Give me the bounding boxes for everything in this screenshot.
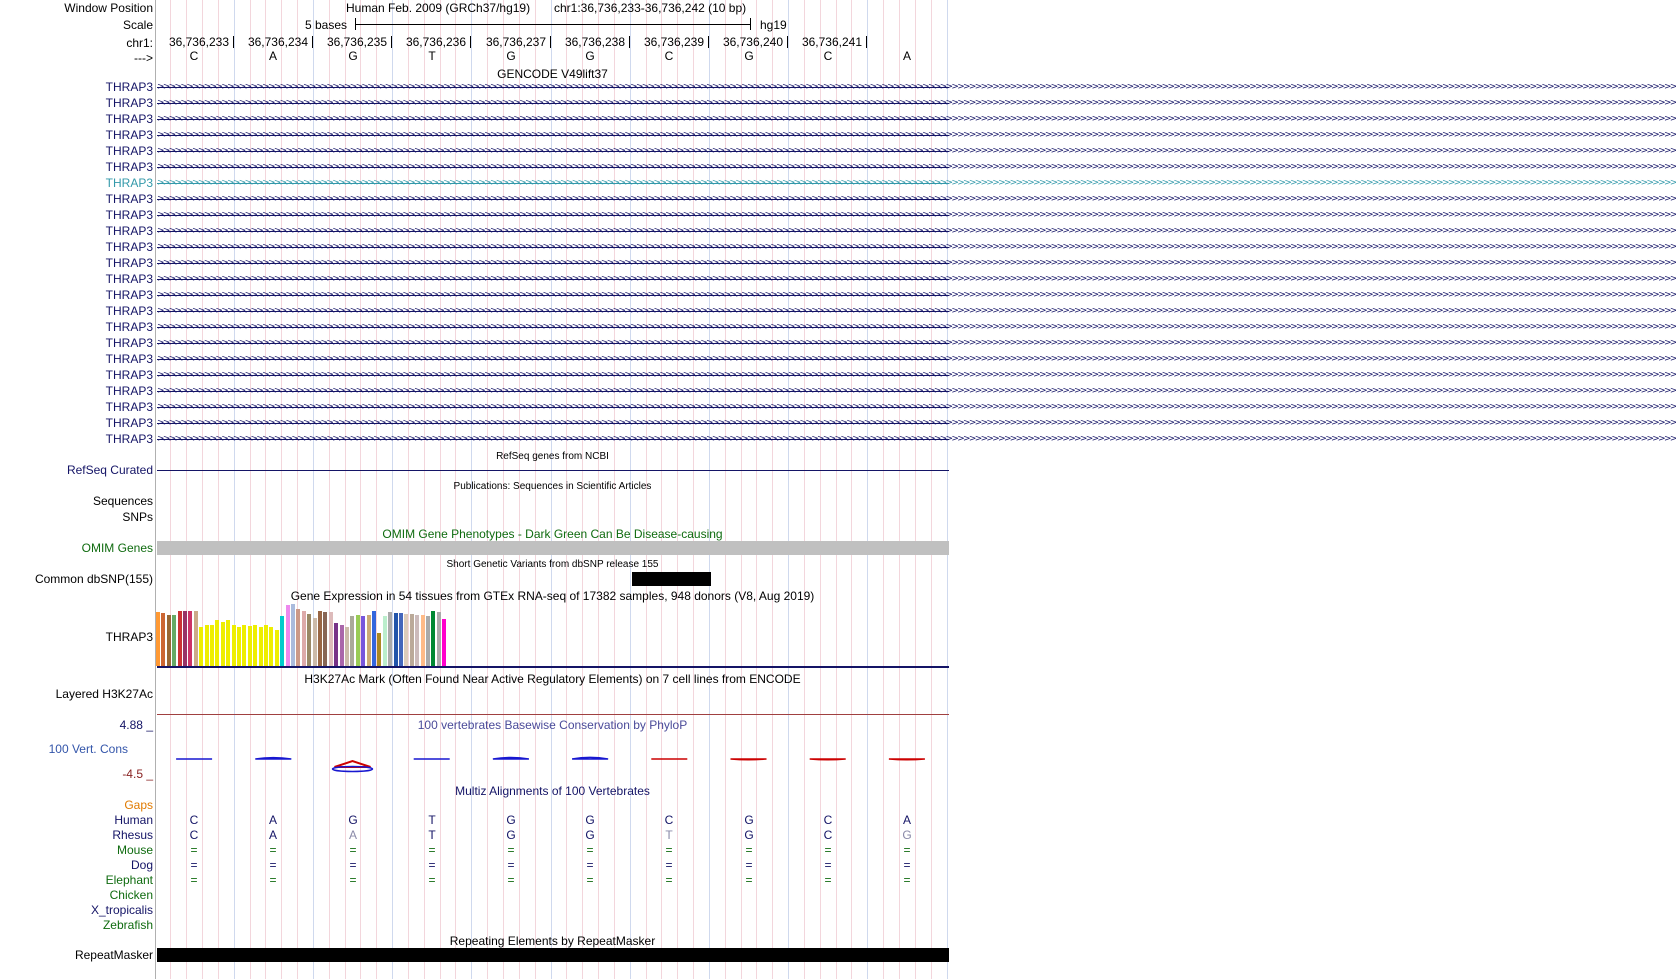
gtex-tissue-bar[interactable]: [367, 615, 371, 666]
gencode-transcript-label[interactable]: THRAP3: [105, 432, 153, 446]
gtex-tissue-bar[interactable]: [253, 625, 257, 666]
db-label: hg19: [760, 18, 787, 32]
gtex-tissue-bar[interactable]: [194, 611, 198, 666]
gtex-tissue-bar[interactable]: [205, 625, 209, 666]
multiz-aligned-base: A: [268, 813, 277, 827]
gencode-strand-arrows: >>>>>>>>>>>>>>>>>>>>>>>>>>>>>>>>>>>>>>>>>>>>>>>>>>>>>>>>>>>>>>>>>>>>>>>>>>>>>>>>>>>>>>>>>>>>>>>>>>>>>>>>>>>>>>>>>>>>>>>>>>>>>>>>>>>>>>>>>>>>>>>>>>>>>>>>>>>>>>>>>>>>>>>>>>>>>>>>>>>>>>>>>>>>>>>>>>>>>>>>>>>>>>>>>>>>>>>>>>>>>>>>>>>>>>>>>>>>>>>>>>>>>>>>>>>>>>>>>>>>: [157, 82, 1676, 92]
dbsnp-variant[interactable]: [632, 572, 711, 586]
omim-track-title: OMIM Gene Phenotypes - Dark Green Can Be Disease-causing: [382, 527, 723, 541]
gencode-strand-arrows: >>>>>>>>>>>>>>>>>>>>>>>>>>>>>>>>>>>>>>>>>>>>>>>>>>>>>>>>>>>>>>>>>>>>>>>>>>>>>>>>>>>>>>>>>>>>>>>>>>>>>>>>>>>>>>>>>>>>>>>>>>>>>>>>>>>>>>>>>>>>>>>>>>>>>>>>>>>>>>>>>>>>>>>>>>>>>>>>>>>>>>>>>>>>>>>>>>>>>>>>>>>>>>>>>>>>>>>>>>>>>>>>>>>>>>>>>>>>>>>>>>>>>>>>>>>>>>>>>>>>: [157, 98, 1676, 108]
gencode-strand-arrows: >>>>>>>>>>>>>>>>>>>>>>>>>>>>>>>>>>>>>>>>>>>>>>>>>>>>>>>>>>>>>>>>>>>>>>>>>>>>>>>>>>>>>>>>>>>>>>>>>>>>>>>>>>>>>>>>>>>>>>>>>>>>>>>>>>>>>>>>>>>>>>>>>>>>>>>>>>>>>>>>>>>>>>>>>>>>>>>>>>>>>>>>>>>>>>>>>>>>>>>>>>>>>>>>>>>>>>>>>>>>>>>>>>>>>>>>>>>>>>>>>>>>>>>>>>>>>>>>>>>>: [157, 194, 1676, 204]
gtex-tissue-bar[interactable]: [437, 612, 441, 666]
ruler-coordinate-label: 36,736,239: [643, 35, 704, 49]
multiz-aligned-base: =: [824, 843, 832, 857]
refseq-label[interactable]: RefSeq Curated: [66, 463, 153, 477]
gencode-transcript-label[interactable]: THRAP3: [105, 368, 153, 382]
ruler-base: G: [348, 49, 358, 63]
gencode-strand-arrows: >>>>>>>>>>>>>>>>>>>>>>>>>>>>>>>>>>>>>>>>>>>>>>>>>>>>>>>>>>>>>>>>>>>>>>>>>>>>>>>>>>>>>>>>>>>>>>>>>>>>>>>>>>>>>>>>>>>>>>>>>>>>>>>>>>>>>>>>>>>>>>>>>>>>>>>>>>>>>>>>>>>>>>>>>>>>>>>>>>>>>>>>>>>>>>>>>>>>>>>>>>>>>>>>>>>>>>>>>>>>>>>>>>>>>>>>>>>>>>>>>>>>>>>>>>>>>>>>>>>>: [157, 306, 1676, 316]
scale-bar-right-tick: [750, 18, 751, 30]
gtex-tissue-bar[interactable]: [259, 627, 263, 666]
gencode-transcript-label[interactable]: THRAP3: [105, 384, 153, 398]
multiz-aligned-base: A: [348, 828, 357, 842]
multiz-aligned-base: =: [428, 843, 436, 857]
multiz-species-label[interactable]: Dog: [130, 858, 153, 872]
multiz-aligned-base: =: [190, 858, 198, 872]
gencode-track-title: GENCODE V49lift37: [497, 67, 608, 81]
multiz-aligned-base: C: [189, 813, 199, 827]
multiz-species-label[interactable]: Rhesus: [112, 828, 153, 842]
phylop-wiggle[interactable]: [155, 745, 950, 775]
gtex-tissue-bar[interactable]: [248, 626, 252, 666]
position-text: chr1:36,736,233-36,736,242 (10 bp): [554, 1, 747, 15]
gtex-tissue-bar[interactable]: [280, 616, 284, 666]
gencode-transcript-label[interactable]: THRAP3: [105, 112, 153, 126]
gencode-transcript-label[interactable]: THRAP3: [105, 288, 153, 302]
multiz-aligned-base: =: [507, 843, 515, 857]
gtex-tissue-bar[interactable]: [172, 615, 176, 666]
gtex-gene-line: [157, 666, 949, 668]
gencode-transcript-label[interactable]: THRAP3: [105, 128, 153, 142]
phylop-score-mark[interactable]: [810, 759, 846, 760]
gtex-tissue-bar[interactable]: [350, 616, 354, 666]
gencode-transcript-label[interactable]: THRAP3: [105, 80, 153, 94]
refseq-gene-line[interactable]: [157, 470, 949, 471]
gtex-tissue-bar[interactable]: [356, 615, 360, 666]
gtex-tissue-bar[interactable]: [221, 622, 225, 666]
gtex-tissue-bar[interactable]: [226, 620, 230, 666]
ruler-coordinate-label: 36,736,241: [801, 35, 862, 49]
gencode-transcript-label[interactable]: THRAP3: [105, 208, 153, 222]
gencode-transcript-label[interactable]: THRAP3: [105, 144, 153, 158]
gtex-tissue-bar[interactable]: [410, 614, 414, 666]
multiz-aligned-base: C: [664, 813, 674, 827]
gtex-tissue-bar[interactable]: [318, 611, 322, 666]
multiz-aligned-base: =: [665, 858, 673, 872]
dbsnp-track-title: Short Genetic Variants from dbSNP release 155: [446, 559, 659, 570]
multiz-aligned-base: =: [269, 873, 277, 887]
multiz-aligned-base: =: [190, 873, 198, 887]
phylop-track-title: 100 vertebrates Basewise Conservation by PhyloP: [417, 718, 688, 732]
sequences-label[interactable]: Sequences: [92, 494, 153, 508]
gencode-transcript-label[interactable]: THRAP3: [105, 320, 153, 334]
gencode-transcript-label[interactable]: THRAP3: [105, 176, 153, 190]
gtex-tissue-bar[interactable]: [286, 605, 290, 666]
gtex-tissue-bar[interactable]: [334, 623, 338, 666]
gtex-tissue-bar[interactable]: [388, 612, 392, 666]
multiz-species-label[interactable]: Zebrafish: [102, 918, 153, 932]
gencode-transcript-label[interactable]: THRAP3: [105, 352, 153, 366]
multiz-aligned-base: =: [586, 843, 594, 857]
gencode-strand-arrows: >>>>>>>>>>>>>>>>>>>>>>>>>>>>>>>>>>>>>>>>>>>>>>>>>>>>>>>>>>>>>>>>>>>>>>>>>>>>>>>>>>>>>>>>>>>>>>>>>>>>>>>>>>>>>>>>>>>>>>>>>>>>>>>>>>>>>>>>>>>>>>>>>>>>>>>>>>>>>>>>>>>>>>>>>>>>>>>>>>>>>>>>>>>>>>>>>>>>>>>>>>>>>>>>>>>>>>>>>>>>>>>>>>>>>>>>>>>>>>>>>>>>>>>>>>>>>>>>>>>>: [157, 338, 1676, 348]
multiz-aligned-base: T: [665, 828, 673, 842]
multiz-aligned-base: T: [428, 813, 436, 827]
gtex-tissue-bar[interactable]: [399, 613, 403, 666]
multiz-aligned-base: =: [269, 843, 277, 857]
scale-bar: [355, 24, 751, 25]
phylop-score-mark[interactable]: [493, 757, 529, 759]
multiz-aligned-base: =: [745, 858, 753, 872]
gtex-tissue-bar[interactable]: [210, 625, 214, 666]
gencode-strand-arrows: >>>>>>>>>>>>>>>>>>>>>>>>>>>>>>>>>>>>>>>>>>>>>>>>>>>>>>>>>>>>>>>>>>>>>>>>>>>>>>>>>>>>>>>>>>>>>>>>>>>>>>>>>>>>>>>>>>>>>>>>>>>>>>>>>>>>>>>>>>>>>>>>>>>>>>>>>>>>>>>>>>>>>>>>>>>>>>>>>>>>>>>>>>>>>>>>>>>>>>>>>>>>>>>>>>>>>>>>>>>>>>>>>>>>>>>>>>>>>>>>>>>>>>>>>>>>>>>>>>>>: [157, 274, 1676, 284]
ruler-coordinate-label: 36,736,240: [722, 35, 783, 49]
multiz-aligned-base: =: [269, 858, 277, 872]
gtex-tissue-bar[interactable]: [264, 625, 268, 666]
gtex-tissue-bar[interactable]: [199, 627, 203, 666]
ruler-base: C: [664, 49, 674, 63]
gtex-tissue-bar[interactable]: [431, 611, 435, 666]
scale-text: 5 bases: [305, 18, 348, 32]
gencode-transcript-label[interactable]: THRAP3: [105, 192, 153, 206]
ruler-base: C: [823, 49, 833, 63]
gtex-tissue-bar[interactable]: [302, 611, 306, 666]
phylop-score-mark[interactable]: [255, 758, 291, 759]
multiz-species-label[interactable]: Mouse: [116, 843, 153, 857]
gencode-strand-arrows: >>>>>>>>>>>>>>>>>>>>>>>>>>>>>>>>>>>>>>>>>>>>>>>>>>>>>>>>>>>>>>>>>>>>>>>>>>>>>>>>>>>>>>>>>>>>>>>>>>>>>>>>>>>>>>>>>>>>>>>>>>>>>>>>>>>>>>>>>>>>>>>>>>>>>>>>>>>>>>>>>>>>>>>>>>>>>>>>>>>>>>>>>>>>>>>>>>>>>>>>>>>>>>>>>>>>>>>>>>>>>>>>>>>>>>>>>>>>>>>>>>>>>>>>>>>>>>>>>>>>: [157, 210, 1676, 220]
phylop-score-mark[interactable]: [889, 759, 925, 760]
multiz-track-title: Multiz Alignments of 100 Vertebrates: [455, 784, 650, 798]
gtex-tissue-bar[interactable]: [291, 604, 295, 666]
gtex-tissue-bar[interactable]: [156, 612, 160, 666]
gtex-tissue-bar[interactable]: [394, 613, 398, 666]
gencode-strand-arrows: >>>>>>>>>>>>>>>>>>>>>>>>>>>>>>>>>>>>>>>>>>>>>>>>>>>>>>>>>>>>>>>>>>>>>>>>>>>>>>>>>>>>>>>>>>>>>>>>>>>>>>>>>>>>>>>>>>>>>>>>>>>>>>>>>>>>>>>>>>>>>>>>>>>>>>>>>>>>>>>>>>>>>>>>>>>>>>>>>>>>>>>>>>>>>>>>>>>>>>>>>>>>>>>>>>>>>>>>>>>>>>>>>>>>>>>>>>>>>>>>>>>>>>>>>>>>>>>>>>>>: [157, 226, 1676, 236]
multiz-aligned-base: G: [585, 813, 595, 827]
gtex-tissue-bar[interactable]: [275, 630, 279, 666]
strand-label: --->: [134, 51, 153, 65]
refseq-track-title: RefSeq genes from NCBI: [496, 451, 609, 462]
gtex-tissue-bar[interactable]: [329, 612, 333, 666]
h3k27ac-baseline: [157, 714, 949, 715]
gencode-transcript-label[interactable]: THRAP3: [105, 240, 153, 254]
gtex-tissue-bar[interactable]: [178, 611, 182, 666]
multiz-aligned-base: C: [823, 813, 833, 827]
gencode-transcript-label[interactable]: THRAP3: [105, 272, 153, 286]
ruler-coordinate-label: 36,736,238: [564, 35, 625, 49]
multiz-aligned-base: T: [428, 828, 436, 842]
multiz-aligned-base: =: [349, 843, 357, 857]
gtex-tissue-bar[interactable]: [188, 611, 192, 666]
gtex-tissue-bar[interactable]: [296, 609, 300, 666]
gtex-tissue-bar[interactable]: [404, 614, 408, 666]
multiz-aligned-base: =: [507, 873, 515, 887]
gtex-tissue-bar[interactable]: [377, 633, 381, 666]
ruler-base: C: [189, 49, 199, 63]
gencode-transcript-label[interactable]: THRAP3: [105, 304, 153, 318]
multiz-aligned-base: =: [824, 858, 832, 872]
gtex-tissue-bar[interactable]: [383, 616, 387, 666]
multiz-aligned-base: =: [428, 858, 436, 872]
ruler-base: G: [506, 49, 516, 63]
publications-track-title: Publications: Sequences in Scientific Articles: [453, 481, 652, 492]
assembly-text: Human Feb. 2009 (GRCh37/hg19): [346, 1, 531, 15]
multiz-aligned-base: =: [824, 873, 832, 887]
gencode-strand-arrows: >>>>>>>>>>>>>>>>>>>>>>>>>>>>>>>>>>>>>>>>>>>>>>>>>>>>>>>>>>>>>>>>>>>>>>>>>>>>>>>>>>>>>>>>>>>>>>>>>>>>>>>>>>>>>>>>>>>>>>>>>>>>>>>>>>>>>>>>>>>>>>>>>>>>>>>>>>>>>>>>>>>>>>>>>>>>>>>>>>>>>>>>>>>>>>>>>>>>>>>>>>>>>>>>>>>>>>>>>>>>>>>>>>>>>>>>>>>>>>>>>>>>>>>>>>>>>>>>>>>>: [157, 258, 1676, 268]
phylop-score-mark[interactable]: [731, 759, 767, 760]
ruler-coordinate-label: 36,736,233: [168, 35, 229, 49]
multiz-aligned-base: G: [506, 828, 516, 842]
multiz-aligned-base: C: [823, 828, 833, 842]
multiz-aligned-base: =: [428, 873, 436, 887]
gtex-tissue-bar[interactable]: [307, 614, 311, 666]
snps-label[interactable]: SNPs: [122, 510, 153, 524]
multiz-species-label[interactable]: Human: [114, 813, 153, 827]
phylop-score-mark[interactable]: [333, 767, 373, 772]
gencode-strand-arrows: >>>>>>>>>>>>>>>>>>>>>>>>>>>>>>>>>>>>>>>>>>>>>>>>>>>>>>>>>>>>>>>>>>>>>>>>>>>>>>>>>>>>>>>>>>>>>>>>>>>>>>>>>>>>>>>>>>>>>>>>>>>>>>>>>>>>>>>>>>>>>>>>>>>>>>>>>>>>>>>>>>>>>>>>>>>>>>>>>>>>>>>>>>>>>>>>>>>>>>>>>>>>>>>>>>>>>>>>>>>>>>>>>>>>>>>>>>>>>>>>>>>>>>>>>>>>>>>>>>>>: [157, 242, 1676, 252]
ruler-coordinate-label: 36,736,236: [405, 35, 466, 49]
gencode-transcript-label[interactable]: THRAP3: [105, 400, 153, 414]
multiz-species-label[interactable]: Elephant: [105, 873, 153, 887]
gtex-tissue-bar[interactable]: [323, 612, 327, 666]
gencode-strand-arrows: >>>>>>>>>>>>>>>>>>>>>>>>>>>>>>>>>>>>>>>>>>>>>>>>>>>>>>>>>>>>>>>>>>>>>>>>>>>>>>>>>>>>>>>>>>>>>>>>>>>>>>>>>>>>>>>>>>>>>>>>>>>>>>>>>>>>>>>>>>>>>>>>>>>>>>>>>>>>>>>>>>>>>>>>>>>>>>>>>>>>>>>>>>>>>>>>>>>>>>>>>>>>>>>>>>>>>>>>>>>>>>>>>>>>>>>>>>>>>>>>>>>>>>>>>>>>>>>>>>>>: [157, 386, 1676, 396]
gtex-tissue-bar[interactable]: [421, 615, 425, 666]
multiz-aligned-base: G: [506, 813, 516, 827]
gtex-tissue-bar[interactable]: [242, 625, 246, 666]
multiz-aligned-base: G: [348, 813, 358, 827]
h3k27ac-track-title: H3K27Ac Mark (Often Found Near Active Regulatory Elements) on 7 cell lines from ENCODE: [304, 672, 801, 686]
phylop-max-value: 4.88 _: [119, 718, 153, 732]
gencode-transcript-label[interactable]: THRAP3: [105, 256, 153, 270]
gaps-label: Gaps: [124, 798, 153, 812]
ruler-base: G: [585, 49, 595, 63]
gtex-tissue-bar[interactable]: [361, 616, 365, 666]
gtex-tissue-bar[interactable]: [232, 625, 236, 666]
h3k27ac-label[interactable]: Layered H3K27Ac: [55, 687, 153, 701]
omim-feature-bar[interactable]: [157, 541, 949, 555]
gencode-strand-arrows: >>>>>>>>>>>>>>>>>>>>>>>>>>>>>>>>>>>>>>>>>>>>>>>>>>>>>>>>>>>>>>>>>>>>>>>>>>>>>>>>>>>>>>>>>>>>>>>>>>>>>>>>>>>>>>>>>>>>>>>>>>>>>>>>>>>>>>>>>>>>>>>>>>>>>>>>>>>>>>>>>>>>>>>>>>>>>>>>>>>>>>>>>>>>>>>>>>>>>>>>>>>>>>>>>>>>>>>>>>>>>>>>>>>>>>>>>>>>>>>>>>>>>>>>>>>>>>>>>>>>: [157, 178, 1676, 188]
multiz-aligned-base: =: [665, 843, 673, 857]
multiz-aligned-base: G: [744, 813, 754, 827]
gtex-tissue-bar[interactable]: [415, 615, 419, 666]
gencode-strand-arrows: >>>>>>>>>>>>>>>>>>>>>>>>>>>>>>>>>>>>>>>>>>>>>>>>>>>>>>>>>>>>>>>>>>>>>>>>>>>>>>>>>>>>>>>>>>>>>>>>>>>>>>>>>>>>>>>>>>>>>>>>>>>>>>>>>>>>>>>>>>>>>>>>>>>>>>>>>>>>>>>>>>>>>>>>>>>>>>>>>>>>>>>>>>>>>>>>>>>>>>>>>>>>>>>>>>>>>>>>>>>>>>>>>>>>>>>>>>>>>>>>>>>>>>>>>>>>>>>>>>>>: [157, 290, 1676, 300]
gencode-transcript-label[interactable]: THRAP3: [105, 336, 153, 350]
gencode-transcript-label[interactable]: THRAP3: [105, 96, 153, 110]
ruler-base: A: [268, 49, 277, 63]
repeatmasker-feature-bar[interactable]: [157, 948, 949, 962]
phylop-min-value: -4.5 _: [122, 767, 153, 781]
gencode-strand-arrows: >>>>>>>>>>>>>>>>>>>>>>>>>>>>>>>>>>>>>>>>>>>>>>>>>>>>>>>>>>>>>>>>>>>>>>>>>>>>>>>>>>>>>>>>>>>>>>>>>>>>>>>>>>>>>>>>>>>>>>>>>>>>>>>>>>>>>>>>>>>>>>>>>>>>>>>>>>>>>>>>>>>>>>>>>>>>>>>>>>>>>>>>>>>>>>>>>>>>>>>>>>>>>>>>>>>>>>>>>>>>>>>>>>>>>>>>>>>>>>>>>>>>>>>>>>>>>>>>>>>>: [157, 162, 1676, 172]
dbsnp-label[interactable]: Common dbSNP(155): [34, 572, 153, 586]
multiz-aligned-base: =: [586, 873, 594, 887]
ruler-tick: [866, 36, 867, 48]
gencode-transcript-label[interactable]: THRAP3: [105, 160, 153, 174]
multiz-aligned-base: =: [349, 858, 357, 872]
multiz-aligned-base: =: [507, 858, 515, 872]
multiz-aligned-base: =: [745, 873, 753, 887]
ruler-coordinate-label: 36,736,234: [247, 35, 308, 49]
repeatmasker-label[interactable]: RepeatMasker: [74, 948, 153, 962]
gtex-tissue-bar[interactable]: [442, 619, 446, 666]
multiz-aligned-base: =: [903, 873, 911, 887]
window-position-label: Window Position: [64, 1, 153, 15]
multiz-aligned-base: =: [745, 843, 753, 857]
scale-label: Scale: [122, 18, 153, 32]
gencode-strand-arrows: >>>>>>>>>>>>>>>>>>>>>>>>>>>>>>>>>>>>>>>>>>>>>>>>>>>>>>>>>>>>>>>>>>>>>>>>>>>>>>>>>>>>>>>>>>>>>>>>>>>>>>>>>>>>>>>>>>>>>>>>>>>>>>>>>>>>>>>>>>>>>>>>>>>>>>>>>>>>>>>>>>>>>>>>>>>>>>>>>>>>>>>>>>>>>>>>>>>>>>>>>>>>>>>>>>>>>>>>>>>>>>>>>>>>>>>>>>>>>>>>>>>>>>>>>>>>>>>>>>>>: [157, 370, 1676, 380]
gtex-tissue-bar[interactable]: [345, 627, 349, 666]
gtex-tissue-bar[interactable]: [313, 618, 317, 666]
gencode-strand-arrows: >>>>>>>>>>>>>>>>>>>>>>>>>>>>>>>>>>>>>>>>>>>>>>>>>>>>>>>>>>>>>>>>>>>>>>>>>>>>>>>>>>>>>>>>>>>>>>>>>>>>>>>>>>>>>>>>>>>>>>>>>>>>>>>>>>>>>>>>>>>>>>>>>>>>>>>>>>>>>>>>>>>>>>>>>>>>>>>>>>>>>>>>>>>>>>>>>>>>>>>>>>>>>>>>>>>>>>>>>>>>>>>>>>>>>>>>>>>>>>>>>>>>>>>>>>>>>>>>>>>>: [157, 402, 1676, 412]
phylop-label[interactable]: 100 Vert. Cons: [48, 742, 128, 756]
gencode-strand-arrows: >>>>>>>>>>>>>>>>>>>>>>>>>>>>>>>>>>>>>>>>>>>>>>>>>>>>>>>>>>>>>>>>>>>>>>>>>>>>>>>>>>>>>>>>>>>>>>>>>>>>>>>>>>>>>>>>>>>>>>>>>>>>>>>>>>>>>>>>>>>>>>>>>>>>>>>>>>>>>>>>>>>>>>>>>>>>>>>>>>>>>>>>>>>>>>>>>>>>>>>>>>>>>>>>>>>>>>>>>>>>>>>>>>>>>>>>>>>>>>>>>>>>>>>>>>>>>>>>>>>>: [157, 434, 1676, 444]
ruler-coordinate-label: 36,736,237: [485, 35, 546, 49]
ruler-base: G: [744, 49, 754, 63]
gencode-strand-arrows: >>>>>>>>>>>>>>>>>>>>>>>>>>>>>>>>>>>>>>>>>>>>>>>>>>>>>>>>>>>>>>>>>>>>>>>>>>>>>>>>>>>>>>>>>>>>>>>>>>>>>>>>>>>>>>>>>>>>>>>>>>>>>>>>>>>>>>>>>>>>>>>>>>>>>>>>>>>>>>>>>>>>>>>>>>>>>>>>>>>>>>>>>>>>>>>>>>>>>>>>>>>>>>>>>>>>>>>>>>>>>>>>>>>>>>>>>>>>>>>>>>>>>>>>>>>>>>>>>>>>: [157, 322, 1676, 332]
gtex-tissue-bar[interactable]: [237, 627, 241, 666]
gtex-tissue-bar[interactable]: [340, 625, 344, 666]
multiz-aligned-base: A: [902, 813, 911, 827]
gencode-transcript-label[interactable]: THRAP3: [105, 416, 153, 430]
multiz-aligned-base: G: [902, 828, 912, 842]
gtex-tissue-bar[interactable]: [183, 611, 187, 666]
repeatmasker-track-title: Repeating Elements by RepeatMasker: [449, 934, 656, 948]
multiz-species-label[interactable]: X_tropicalis: [90, 903, 153, 917]
multiz-aligned-base: G: [744, 828, 754, 842]
multiz-aligned-base: A: [268, 828, 277, 842]
multiz-aligned-base: =: [586, 858, 594, 872]
gtex-tissue-bar[interactable]: [426, 616, 430, 666]
gtex-tissue-bar[interactable]: [269, 627, 273, 666]
ruler-base: A: [902, 49, 911, 63]
gencode-strand-arrows: >>>>>>>>>>>>>>>>>>>>>>>>>>>>>>>>>>>>>>>>>>>>>>>>>>>>>>>>>>>>>>>>>>>>>>>>>>>>>>>>>>>>>>>>>>>>>>>>>>>>>>>>>>>>>>>>>>>>>>>>>>>>>>>>>>>>>>>>>>>>>>>>>>>>>>>>>>>>>>>>>>>>>>>>>>>>>>>>>>>>>>>>>>>>>>>>>>>>>>>>>>>>>>>>>>>>>>>>>>>>>>>>>>>>>>>>>>>>>>>>>>>>>>>>>>>>>>>>>>>>: [157, 130, 1676, 140]
gtex-tissue-bar[interactable]: [167, 615, 171, 666]
gencode-strand-arrows: >>>>>>>>>>>>>>>>>>>>>>>>>>>>>>>>>>>>>>>>>>>>>>>>>>>>>>>>>>>>>>>>>>>>>>>>>>>>>>>>>>>>>>>>>>>>>>>>>>>>>>>>>>>>>>>>>>>>>>>>>>>>>>>>>>>>>>>>>>>>>>>>>>>>>>>>>>>>>>>>>>>>>>>>>>>>>>>>>>>>>>>>>>>>>>>>>>>>>>>>>>>>>>>>>>>>>>>>>>>>>>>>>>>>>>>>>>>>>>>>>>>>>>>>>>>>>>>>>>>>: [157, 354, 1676, 364]
gtex-tissue-bar[interactable]: [161, 613, 165, 666]
gtex-tissue-bar[interactable]: [372, 611, 376, 666]
multiz-aligned-base: =: [903, 858, 911, 872]
chrom-label: chr1:: [126, 36, 153, 50]
gtex-label[interactable]: THRAP3: [105, 630, 153, 644]
omim-label[interactable]: OMIM Genes: [81, 541, 153, 555]
multiz-aligned-base: =: [190, 843, 198, 857]
gencode-strand-arrows: >>>>>>>>>>>>>>>>>>>>>>>>>>>>>>>>>>>>>>>>>>>>>>>>>>>>>>>>>>>>>>>>>>>>>>>>>>>>>>>>>>>>>>>>>>>>>>>>>>>>>>>>>>>>>>>>>>>>>>>>>>>>>>>>>>>>>>>>>>>>>>>>>>>>>>>>>>>>>>>>>>>>>>>>>>>>>>>>>>>>>>>>>>>>>>>>>>>>>>>>>>>>>>>>>>>>>>>>>>>>>>>>>>>>>>>>>>>>>>>>>>>>>>>>>>>>>>>>>>>>: [157, 418, 1676, 428]
multiz-aligned-base: =: [665, 873, 673, 887]
gencode-strand-arrows: >>>>>>>>>>>>>>>>>>>>>>>>>>>>>>>>>>>>>>>>>>>>>>>>>>>>>>>>>>>>>>>>>>>>>>>>>>>>>>>>>>>>>>>>>>>>>>>>>>>>>>>>>>>>>>>>>>>>>>>>>>>>>>>>>>>>>>>>>>>>>>>>>>>>>>>>>>>>>>>>>>>>>>>>>>>>>>>>>>>>>>>>>>>>>>>>>>>>>>>>>>>>>>>>>>>>>>>>>>>>>>>>>>>>>>>>>>>>>>>>>>>>>>>>>>>>>>>>>>>>: [157, 114, 1676, 124]
multiz-aligned-base: G: [585, 828, 595, 842]
phylop-score-mark[interactable]: [572, 757, 608, 759]
multiz-species-label[interactable]: Chicken: [109, 888, 153, 902]
gtex-track-title: Gene Expression in 54 tissues from GTEx RNA-seq of 17382 samples, 948 donors (V8, Aug 2019): [290, 589, 815, 603]
multiz-aligned-base: =: [349, 873, 357, 887]
gencode-strand-arrows: >>>>>>>>>>>>>>>>>>>>>>>>>>>>>>>>>>>>>>>>>>>>>>>>>>>>>>>>>>>>>>>>>>>>>>>>>>>>>>>>>>>>>>>>>>>>>>>>>>>>>>>>>>>>>>>>>>>>>>>>>>>>>>>>>>>>>>>>>>>>>>>>>>>>>>>>>>>>>>>>>>>>>>>>>>>>>>>>>>>>>>>>>>>>>>>>>>>>>>>>>>>>>>>>>>>>>>>>>>>>>>>>>>>>>>>>>>>>>>>>>>>>>>>>>>>>>>>>>>>>: [157, 146, 1676, 156]
multiz-aligned-base: =: [903, 843, 911, 857]
ruler-coordinate-label: 36,736,235: [326, 35, 387, 49]
multiz-aligned-base: C: [189, 828, 199, 842]
gtex-tissue-bar[interactable]: [215, 620, 219, 666]
gencode-transcript-label[interactable]: THRAP3: [105, 224, 153, 238]
ruler-base: T: [428, 49, 436, 63]
